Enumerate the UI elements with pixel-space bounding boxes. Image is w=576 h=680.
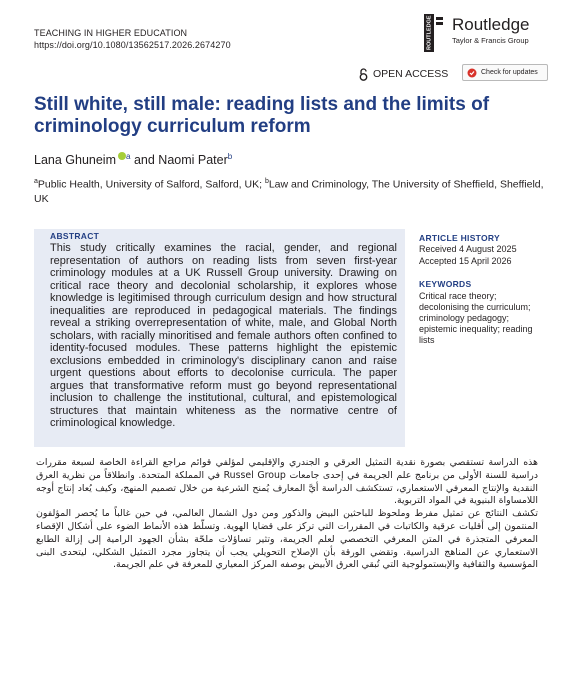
- arabic-paragraph-1: هذه الدراسة تستقصي بصورة نقدية التمثيل العرقي و الجندري والإقليمي لمؤلفي قوائم مراجع القراءة الخاصة لسبعة مقررات دراسية للسنة الأولى من برنامج علم الجريمة في إحدى جامعات Russel Group في المملكة المتحدة. وانطلاقاً من نظرية العرق النقدية والإنتاج المعرفي الاستعماري، تستكشف الدراسة أيَّ المعارف يُمنح الشرعية من خلال تصميم المنهج، وكيف يُعاد إنتاج أوجه اللامساواة البنيوية في المواد التربوية.: [36, 457, 538, 507]
- keywords-heading: KEYWORDS: [419, 279, 472, 289]
- check-for-updates-button[interactable]: [462, 64, 548, 81]
- check-for-updates-label: Check for updates: [481, 69, 538, 76]
- open-access-label: OPEN ACCESS: [373, 68, 449, 80]
- crossmark-icon: [467, 68, 477, 78]
- author-affiliation-mark: b: [227, 152, 233, 161]
- journal-name: TEACHING IN HIGHER EDUCATION: [34, 28, 188, 38]
- publisher-name: Routledge: [452, 15, 530, 34]
- arabic-abstract: [36, 457, 538, 572]
- author-line: [34, 149, 232, 168]
- author-name[interactable]: Lana Ghuneim: [34, 153, 117, 168]
- open-access-badge: [359, 67, 448, 81]
- article-title: Still white, still male: reading lists and the limits of criminology curriculum reform: [34, 94, 490, 137]
- affiliation-mark: b: [264, 178, 269, 185]
- publisher-subtitle: Taylor & Francis Group: [452, 36, 529, 45]
- affiliations: [34, 175, 544, 206]
- orcid-icon[interactable]: [118, 152, 126, 160]
- affiliation-a: Public Health, University of Salford, Salford, UK;: [37, 178, 263, 191]
- routledge-vertical-text: ROUTLEDGE: [426, 15, 433, 50]
- affiliation-mark: a: [34, 178, 38, 185]
- abstract-text: This study critically examines the racial, gender, and regional representation of authors on reading lists from seven first-year criminology modules at a UK Russell Group university. Drawing on critical race theory and decolonial scholarship, it explores whose knowledge is legitimised through curriculum design and how structural inequalities are reproduced in pedagogical materials. The findings reveal a striking overrepresentation of white, male, and Global North scholars, with racially minoritised and female authors often confined to identity-focused modules. These patterns highlight the epistemic exclusions embedded in criminology's disciplinary canon and raise urgent questions about efforts to decolonise curricula. The paper argues that transformative reform must go beyond representational inclusion to challenge the institutional, cultural, and epistemological structures that maintain whiteness as the normative centre of criminological knowledge.: [50, 242, 397, 429]
- arabic-paragraph-2: تكشف النتائج عن تمثيل مفرط وملحوظ للباحثين البيض والذكور ومن دول الشمال العالمي، في حين غالباً ما يُحصر المؤلفون المنتمون إلى أقليات عرقية والكاتبات في المقررات التي تركز على قضايا الهوية. وتسلّط هذه الأنماط الضوء على أشكال الإقصاء المعرفي المتجذرة في المتن المعرفي التخصصي لعلم الجريمة، وتثير تساؤلات ملحّة بشأن الجهود الرامية إلى إزالة الطابع الاستعماري عن المناهج الدراسية. وتقضي الورقة بأن الإصلاح التحويلي يجب أن يتجاوز مجرد التمثيل الشكلي، ليتحدى البنى المؤسسية والثقافية والإبستمولوجية التي تُبقي العرق الأبيض بوصفه المركز المعياري للمعرفة في علم الجريمة.: [36, 508, 538, 571]
- affiliation-b: Law and Criminology, The University of Sheffield, Sheffield, UK: [34, 178, 544, 205]
- author-conjunction: and: [133, 153, 155, 168]
- received-date: Received 4 August 2025: [419, 244, 517, 254]
- open-access-lock-icon: [359, 68, 368, 81]
- routledge-logo: [424, 14, 554, 52]
- author-affiliation-mark: a: [126, 152, 131, 161]
- journal-header: [34, 27, 231, 51]
- abstract-heading: ABSTRACT: [50, 231, 100, 241]
- keywords-list: Critical race theory; decolonising the curriculum; criminology pedagogy; epistemic inequality; reading lists: [419, 291, 533, 345]
- routledge-logo-icon: [424, 14, 446, 52]
- doi-link[interactable]: https://doi.org/10.1080/13562517.2026.2674270: [34, 40, 231, 50]
- accepted-date: Accepted 15 April 2026: [419, 256, 512, 266]
- author-name[interactable]: Naomi Pater: [158, 153, 228, 168]
- article-history-heading: ARTICLE HISTORY: [419, 233, 501, 243]
